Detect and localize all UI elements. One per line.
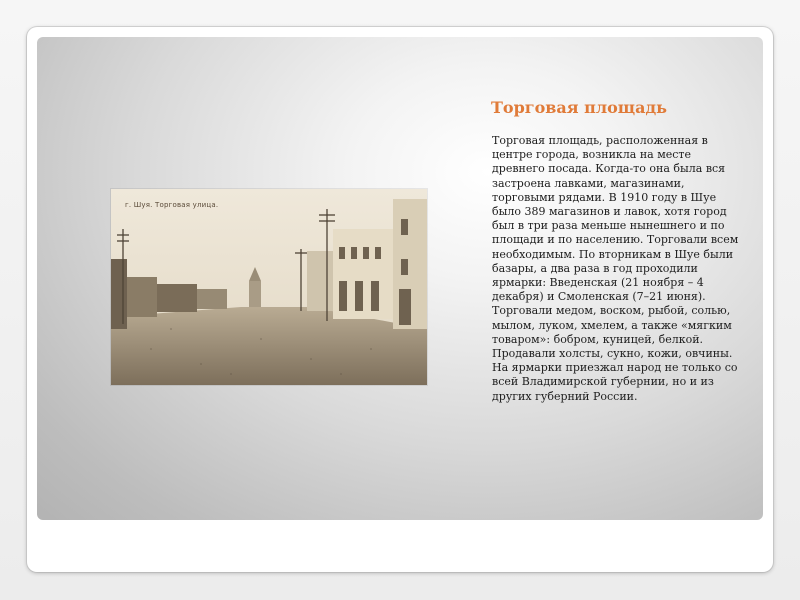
photo-caption: г. Шуя. Торговая улица.	[125, 201, 219, 209]
slide-title: Торговая площадь	[491, 98, 667, 117]
historic-street-photo	[111, 189, 427, 385]
street-scene-illustration	[111, 189, 427, 385]
slide-body-text: Торговая площадь, расположенная в центре города, возникла на месте древнего посада. Когда-то она была вся застроена лавками, магазинами, торговыми рядами. В 1910 году в Шуе было 389 магазинов и лавок, хотя город был в три раза меньше нынешнего и по площади и по населению. Торговали всем необходимым. По вторникам в Шуе были базары, а два раза в год проходили ярмарки: Введенская (21 ноября – 4 декабря) и Смоленская (7–21 июня). Торговали медом, воском, рыбой, солью, мылом, луком, хмелем, а также «мягким товаром»: бобром, куницей, белкой. Продавали холсты, сукно, кожи, овчины. На ярмарки приезжал народ не только со всей Владимирской губернии, но и из других губерний России.	[492, 134, 739, 403]
